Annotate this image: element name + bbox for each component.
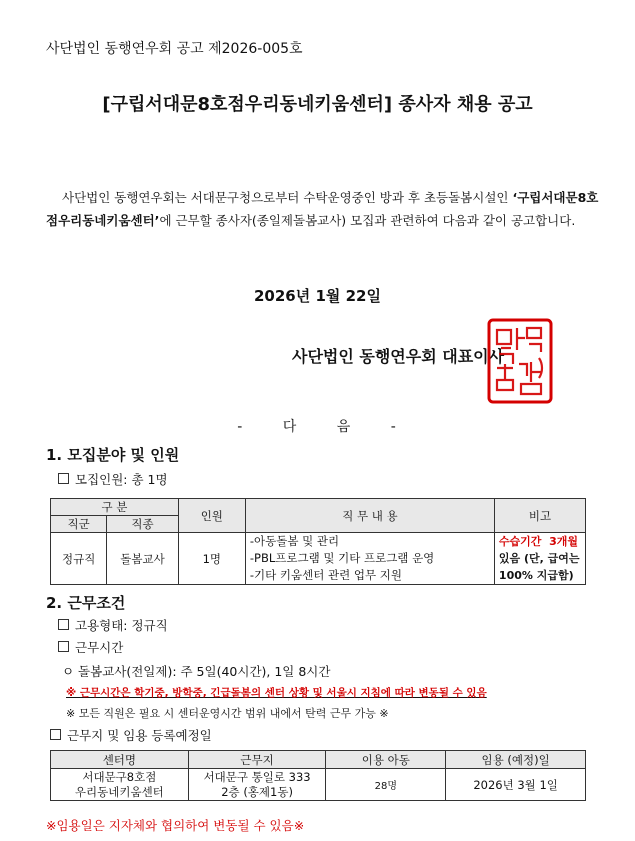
intro-paragraph <box>46 186 606 232</box>
section1-heading: 1. 모집분야 및 인원 <box>46 446 180 464</box>
th-division: 구 분 <box>51 499 179 516</box>
th-duties: 직 무 내 용 <box>245 499 494 533</box>
section2-heading: 2. 근무조건 <box>46 594 126 612</box>
cell-center <box>51 769 189 801</box>
hours-detail: ㅇ 돌봄교사(전일제): 주 5일(40시간), 1일 8시간 <box>62 664 331 679</box>
divider-dash-left: - <box>237 419 245 435</box>
location-2: 2층 (홍제1동) <box>221 784 293 799</box>
intro-center-name: ‘구립서대문8호점우리동네키움센터’ <box>46 190 599 228</box>
checkbox-square-icon <box>58 619 69 630</box>
th-job: 직종 <box>107 516 178 533</box>
employment-text: 고용형태: 정규직 <box>75 618 168 633</box>
note-salary-1: 있음 (단, 급여는 <box>498 552 580 565</box>
recruit-count-text: 모집인원: 총 1명 <box>75 472 168 487</box>
th-type: 직군 <box>51 516 107 533</box>
section-divider <box>0 416 635 436</box>
divider-dash-right: - <box>390 419 398 435</box>
th-count: 인원 <box>178 499 245 533</box>
checkbox-square-icon <box>58 641 69 652</box>
notice-number: 사단법인 동행연우회 공고 제2026-005호 <box>46 41 303 57</box>
hours-warning-note: ※ 근무시간은 학기중, 방학중, 긴급돌봄의 센터 상황 및 서울시 지침에 따라 변동될 수 있음 <box>66 687 487 699</box>
workplace-item <box>50 726 212 744</box>
announcement-date: 2026년 1월 22일 <box>254 287 381 305</box>
workplace-label: 근무지 및 임용 등록예정일 <box>67 728 212 743</box>
th-center: 센터명 <box>51 751 189 769</box>
official-seal-stamp <box>487 318 553 404</box>
recruit-table <box>50 498 586 585</box>
footer-note: ※임용일은 지자체와 협의하여 변동될 수 있음※ <box>46 818 305 833</box>
note-salary-2: 100% 지급함) <box>498 569 574 582</box>
duty-item: -PBL프로그램 및 기타 프로그램 운영 <box>249 551 435 565</box>
hours-item <box>58 638 123 656</box>
employment-item <box>58 616 168 634</box>
signer-name: 사단법인 동행연우회 대표이사 <box>292 347 505 366</box>
cell-job: 돌봄교사 <box>107 533 178 585</box>
cell-date: 2026년 3월 1일 <box>446 769 586 801</box>
th-date: 임용 (예정)일 <box>446 751 586 769</box>
center-name-1: 서대문구8호점 <box>82 769 157 784</box>
page-title: [구립서대문8호점우리동네키움센터] 종사자 채용 공고 <box>102 94 533 115</box>
duty-item: -아동돌봄 및 관리 <box>249 534 340 548</box>
hours-label: 근무시간 <box>75 640 124 655</box>
checkbox-square-icon <box>50 729 61 740</box>
intro-text-2: 에 근무할 종사자(종일제돌봄교사) 모집과 관련하여 다음과 같이 공고합니다. <box>159 213 576 228</box>
divider-text-2: 음 <box>336 419 353 435</box>
intro-text-1: 사단법인 동행연우회는 서대문구청으로부터 수탁운영중인 방과 후 초등돌봄시설인 <box>62 190 513 205</box>
checkbox-square-icon <box>58 473 69 484</box>
flex-work-note: ※ 모든 직원은 필요 시 센터운영시간 범위 내에서 탄력 근무 가능 ※ <box>66 707 389 720</box>
cell-duties <box>245 533 494 585</box>
cell-location <box>188 769 326 801</box>
cell-note <box>494 533 585 585</box>
location-1: 서대문구 통일로 333 <box>203 769 311 784</box>
duty-item: -기타 키움센터 관련 업무 지원 <box>249 568 402 582</box>
th-location: 근무지 <box>188 751 326 769</box>
divider-text-1: 다 <box>282 419 299 435</box>
center-name-2: 우리동네키움센터 <box>74 784 164 799</box>
recruit-count-item <box>58 470 168 488</box>
th-note: 비고 <box>494 499 585 533</box>
note-probation: 수습기간 3개월 <box>498 535 578 548</box>
cell-children: 28명 <box>326 769 446 801</box>
workplace-table <box>50 750 586 801</box>
cell-count: 1명 <box>178 533 245 585</box>
cell-type: 정규직 <box>51 533 107 585</box>
th-children: 이용 아동 <box>326 751 446 769</box>
